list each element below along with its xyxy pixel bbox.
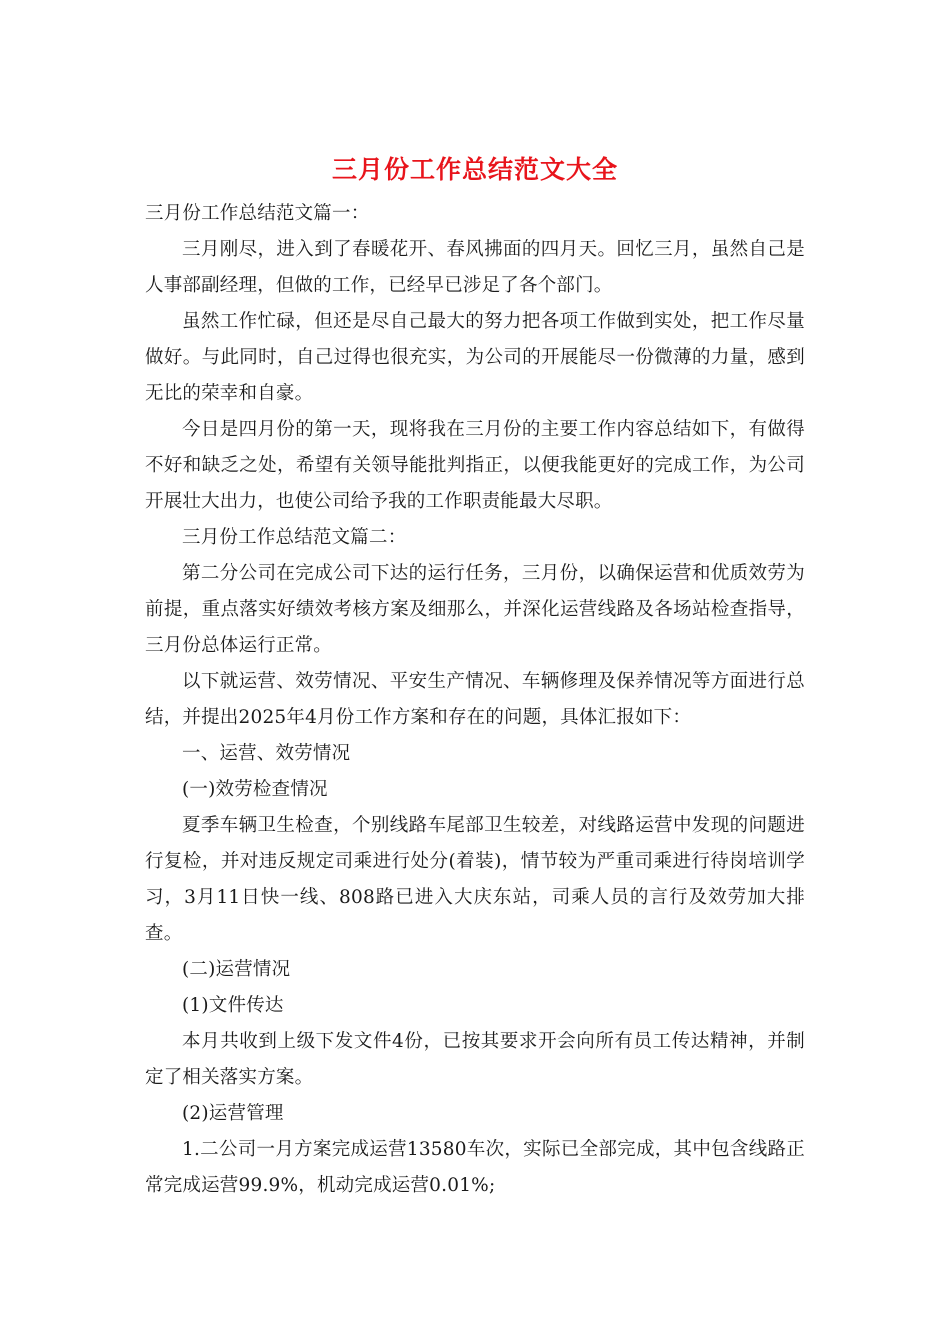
paragraph: 以下就运营、效劳情况、平安生产情况、车辆修理及保养情况等方面进行总结，并提出2025年4月份工作方案和存在的问题，具体汇报如下： — [145, 671, 805, 728]
document-body — [145, 196, 805, 1204]
paragraph: 1.二公司一月方案完成运营13580车次，实际已全部完成，其中包含线路正常完成运营99.9%，机动完成运营0.01%; — [145, 1139, 805, 1196]
subsection-heading: (一)效劳检查情况 — [182, 779, 328, 800]
item-heading: (1)文件传达 — [182, 995, 284, 1016]
paragraph: 夏季车辆卫生检查，个别线路车尾部卫生较差，对线路运营中发现的问题进行复检，并对违反规定司乘进行处分(着装)，情节较为严重司乘进行待岗培训学习，3月11日快一线、808路已进入大庆东站，司乘人员的言行及效劳加大排查。 — [145, 815, 805, 944]
paragraph: 三月刚尽，进入到了春暖花开、春风拂面的四月天。回忆三月，虽然自己是人事部副经理，但做的工作，已经早已涉足了各个部门。 — [145, 239, 805, 296]
paragraph: 本月共收到上级下发文件4份，已按其要求开会向所有员工传达精神，并制定了相关落实方案。 — [145, 1031, 805, 1088]
section-heading: 一、运营、效劳情况 — [182, 743, 351, 764]
paragraph: 第二分公司在完成公司下达的运行任务，三月份，以确保运营和优质效劳为前提，重点落实好绩效考核方案及细那么，并深化运营线路及各场站检查指导，三月份总体运行正常。 — [145, 563, 805, 656]
paragraph: 虽然工作忙碌，但还是尽自己最大的努力把各项工作做到实处，把工作尽量做好。与此同时，自己过得也很充实，为公司的开展能尽一份微薄的力量，感到无比的荣幸和自豪。 — [145, 311, 805, 404]
subsection-heading: (二)运营情况 — [182, 959, 291, 980]
paragraph: 今日是四月份的第一天，现将我在三月份的主要工作内容总结如下，有做得不好和缺乏之处，希望有关领导能批判指正，以便我能更好的完成工作，为公司开展壮大出力，也使公司给予我的工作职责能最大尽职。 — [145, 419, 805, 512]
paragraph: 三月份工作总结范文篇一： — [145, 203, 370, 224]
paragraph: 三月份工作总结范文篇二： — [182, 527, 407, 548]
document-title: 三月份工作总结范文大全 — [331, 155, 618, 184]
item-heading: (2)运营管理 — [182, 1103, 284, 1124]
